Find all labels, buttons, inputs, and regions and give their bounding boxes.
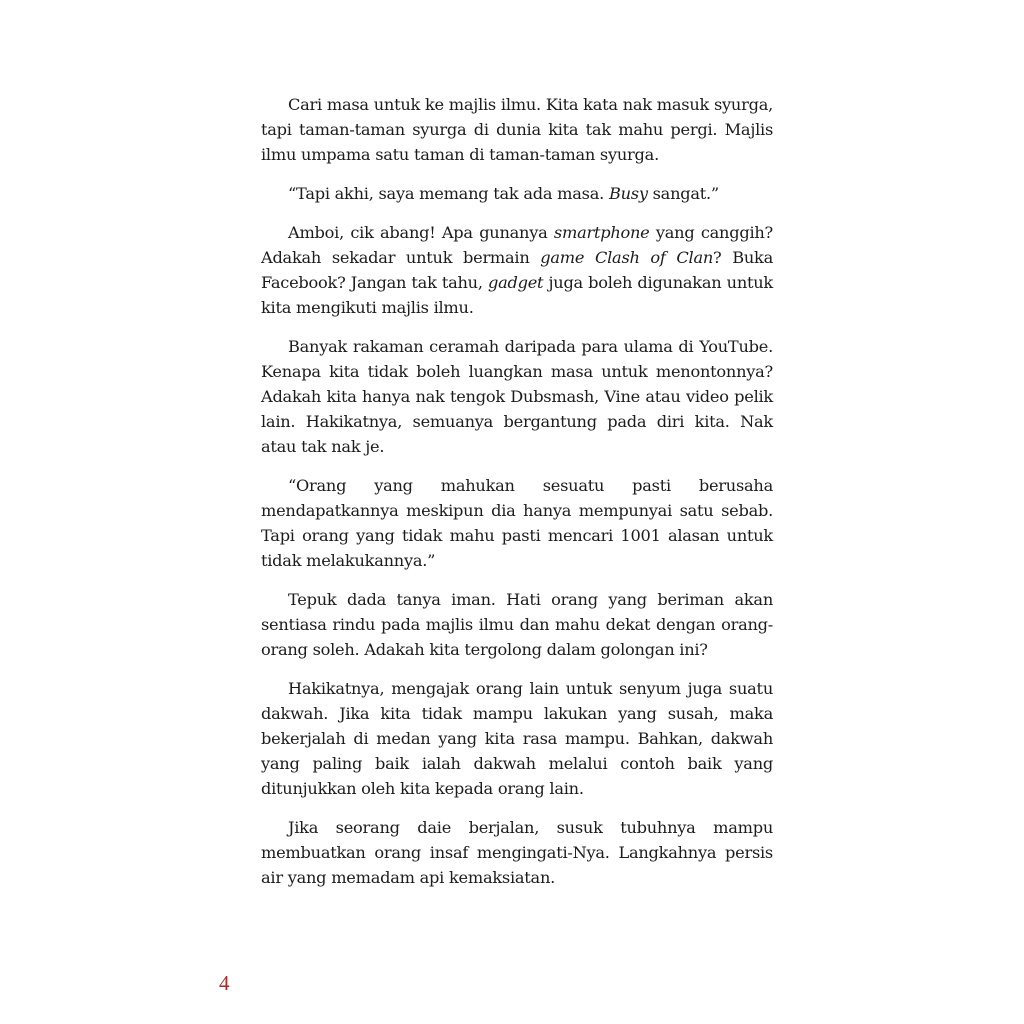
text-run: “Tapi akhi, saya memang tak ada masa. (288, 184, 609, 203)
text-run: Hakikatnya, mengajak orang lain untuk senyum juga suatu dakwah. Jika kita tidak mampu lakukan yang susah, maka bekerjalah di medan yang kita rasa mampu. Bahkan, dakwah yang paling baik ialah dakwah melalui contoh baik yang ditunjukkan oleh kita kepada orang lain. (261, 679, 773, 798)
text-run: yang canggih? Adakah sekadar untuk bermain (261, 223, 773, 267)
paragraph (261, 587, 773, 662)
italic-text: Busy (608, 184, 648, 203)
text-run: ? Buka Facebook? Jangan tak tahu, (261, 248, 773, 292)
paragraph (261, 220, 773, 320)
paragraph (261, 473, 773, 573)
text-run: Jika seorang daie berjalan, susuk tubuhnya mampu membuatkan orang insaf mengingati-Nya. Langkahnya persis air yang memadam api kemaksiatan. (261, 818, 773, 887)
italic-text: smartphone (553, 223, 650, 242)
text-run: Cari masa untuk ke majlis ilmu. Kita kata nak masuk syurga, tapi taman-taman syurga di dunia kita tak mahu pergi. Majlis ilmu umpama satu taman di taman-taman syurga. (261, 95, 773, 164)
text-run: “Orang yang mahukan sesuatu pasti berusaha mendapatkannya meskipun dia hanya mempunyai satu sebab. Tapi orang yang tidak mahu pasti mencari 1001 alasan untuk tidak melakukannya.” (261, 476, 773, 570)
text-run: Amboi, cik abang! Apa gunanya (288, 223, 554, 242)
page-number: 4 (219, 971, 230, 995)
body-text (261, 92, 773, 904)
paragraph (261, 181, 773, 206)
text-run: sangat.” (647, 184, 719, 203)
text-run: Tepuk dada tanya iman. Hati orang yang beriman akan sentiasa rindu pada majlis ilmu dan mahu dekat dengan orang-orang soleh. Adakah kita tergolong dalam golongan ini? (261, 590, 773, 659)
paragraph (261, 676, 773, 801)
text-run: Banyak rakaman ceramah daripada para ulama di YouTube. Kenapa kita tidak boleh luangkan masa untuk menontonnya? Adakah kita hanya nak tengok Dubsmash, Vine atau video pelik lain. Hakikatnya, semuanya bergantung pada diri kita. Nak atau tak nak je. (261, 337, 773, 456)
paragraph (261, 334, 773, 459)
paragraph (261, 815, 773, 890)
text-run: juga boleh digunakan untuk kita mengikuti majlis ilmu. (261, 273, 773, 317)
paragraph (261, 92, 773, 167)
italic-text: game Clash of Clan (540, 248, 714, 267)
italic-text: gadget (487, 273, 544, 292)
